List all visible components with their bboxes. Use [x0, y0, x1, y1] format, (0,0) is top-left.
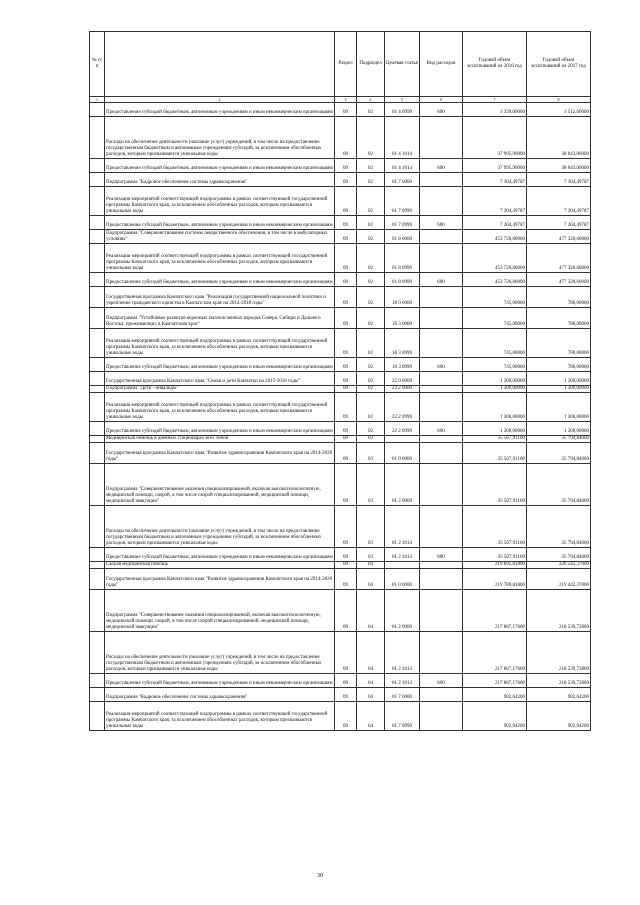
cell-2017: 220 542,37000: [527, 562, 591, 569]
table-row: [90, 117, 591, 159]
cell-name: Подпрограмма "Дети - инвалиды": [105, 386, 335, 393]
table-row: [90, 372, 591, 386]
cell-subsection: 02: [357, 103, 385, 117]
cell-exptype: [420, 590, 463, 632]
cell-exptype: [420, 372, 463, 386]
cell-num: [90, 422, 105, 436]
table-row: [90, 674, 591, 688]
table-row: [90, 159, 591, 173]
cell-section: 09: [335, 230, 357, 244]
cell-name: Предоставление субсидий бюджетным, автономным учреждениям и иным некоммерческим организациям: [105, 273, 335, 287]
cell-2016: 35 567,91100: [463, 443, 527, 464]
cell-target: 22 2 0000: [385, 386, 420, 393]
cell-2016: 453 726,80000: [463, 230, 527, 244]
cell-exptype: [420, 173, 463, 187]
cell-subsection: 04: [357, 590, 385, 632]
cell-target: 01 4 1014: [385, 159, 420, 173]
cell-2017: 218 539,72800: [527, 674, 591, 688]
cell-subsection: 02: [357, 308, 385, 329]
table-body: [90, 103, 591, 731]
cell-section: 09: [335, 308, 357, 329]
cell-name: Подпрограмма "Кадровое обеспечение системы здравоохранения": [105, 688, 335, 702]
cell-exptype: [420, 230, 463, 244]
cell-exptype: [420, 464, 463, 506]
cell-section: 09: [335, 329, 357, 358]
cell-subsection: 03: [357, 436, 385, 443]
cell-exptype: [420, 569, 463, 590]
cell-exptype: 600: [420, 216, 463, 230]
cell-2016: 7 304,49787: [463, 187, 527, 216]
cell-target: 18 3 0999: [385, 329, 420, 358]
index-cell: 5: [385, 97, 420, 103]
cell-num: [90, 273, 105, 287]
cell-subsection: 03: [357, 506, 385, 548]
cell-target: 01 0 0000: [385, 443, 420, 464]
cell-target: 01 8 0999: [385, 244, 420, 273]
table-row: [90, 244, 591, 273]
cell-target: 22 2 0999: [385, 422, 420, 436]
cell-2016: 902,64200: [463, 688, 527, 702]
header-num: № п/п: [90, 32, 105, 97]
cell-2016: 217 887,17600: [463, 674, 527, 688]
cell-name: Реализация мероприятий соответствующей подпрограммы в рамках соответствующей государственной программы Камчатского края, за исключением обособленных расходов, которым присваиваются уникальные коды: [105, 329, 335, 358]
cell-2017: 218 539,72800: [527, 632, 591, 674]
cell-exptype: [420, 117, 463, 159]
cell-exptype: [420, 443, 463, 464]
cell-section: 09: [335, 103, 357, 117]
cell-name: Предоставление субсидий бюджетным, автономным учреждениям и иным некоммерческим организациям: [105, 674, 335, 688]
header-target: Целевая статья: [385, 32, 420, 97]
cell-section: 09: [335, 287, 357, 308]
cell-num: [90, 308, 105, 329]
table-row: [90, 569, 591, 590]
cell-section: 09: [335, 159, 357, 173]
cell-2016: 35 567,91100: [463, 464, 527, 506]
cell-target: 22 2 0999: [385, 393, 420, 422]
cell-target: 01 0 0000: [385, 569, 420, 590]
cell-target: 01 2 1014: [385, 548, 420, 562]
cell-target: 18 0 0000: [385, 287, 420, 308]
index-cell: 7: [463, 97, 527, 103]
cell-name: Реализация мероприятий соответствующей подпрограммы в рамках соответствующей государственной программы Камчатского края, за исключением обособленных расходов, которым присваиваются уникальные коды: [105, 702, 335, 731]
cell-name: Предоставление субсидий бюджетным, автономным учреждениям и иным некоммерческим организациям: [105, 103, 335, 117]
cell-num: [90, 244, 105, 273]
table-row: [90, 422, 591, 436]
cell-2016: 1 300,00000: [463, 386, 527, 393]
cell-exptype: 600: [420, 674, 463, 688]
cell-num: [90, 562, 105, 569]
cell-num: [90, 464, 105, 506]
cell-exptype: [420, 702, 463, 731]
cell-2017: 1 300,00000: [527, 372, 591, 386]
cell-2017: 1 300,00000: [527, 386, 591, 393]
cell-section: 09: [335, 372, 357, 386]
cell-name: Предоставление субсидий бюджетным, автономным учреждениям и иным некоммерческим организациям: [105, 159, 335, 173]
cell-num: [90, 287, 105, 308]
cell-num: [90, 329, 105, 358]
cell-2017: 477 320,60000: [527, 273, 591, 287]
table-row: [90, 230, 591, 244]
cell-target: 01 7 0000: [385, 173, 420, 187]
cell-name: Предоставление субсидий бюджетным, автономным учреждениям и иным некоммерческим организациям: [105, 422, 335, 436]
cell-subsection: 02: [357, 329, 385, 358]
table-row: [90, 187, 591, 216]
cell-name: Предоставление субсидий бюджетным, автономным учреждениям и иным некоммерческим организациям: [105, 358, 335, 372]
cell-2017: 780,00000: [527, 287, 591, 308]
cell-num: [90, 159, 105, 173]
cell-exptype: 600: [420, 358, 463, 372]
cell-target: 01 7 0999: [385, 187, 420, 216]
cell-2017: 3 512,60000: [527, 103, 591, 117]
cell-num: [90, 569, 105, 590]
cell-subsection: 02: [357, 187, 385, 216]
cell-subsection: 02: [357, 393, 385, 422]
cell-name: Государственная программа Камчатского края "Семья и дети Камчатки на 2015-2018 годы": [105, 372, 335, 386]
cell-exptype: [420, 244, 463, 273]
cell-name: Подпрограмма "Совершенствование оказания специализированной, включая высокотехнологичную, медицинской помощи, скорой, в том числе скорой специализированной, медицинской помощи, медицинской эвакуации": [105, 590, 335, 632]
cell-name: Предоставление субсидий бюджетным, автономным учреждениям и иным некоммерческим организациям: [105, 216, 335, 230]
table-row: [90, 506, 591, 548]
cell-2017: 1 300,00000: [527, 393, 591, 422]
table-row: [90, 358, 591, 372]
cell-name: Расходы на обеспечение деятельности (оказание услуг) учреждений, в том числе на предоставление государственным бюджетным и автономным учреждениям субсидий, за исключением обособленных расходов, которым присваиваются уникальные коды: [105, 506, 335, 548]
cell-exptype: 600: [420, 548, 463, 562]
table-row: [90, 273, 591, 287]
cell-section: 09: [335, 393, 357, 422]
cell-num: [90, 393, 105, 422]
cell-section: 09: [335, 569, 357, 590]
cell-exptype: [420, 688, 463, 702]
table-row: [90, 702, 591, 731]
cell-target: 01 7 0999: [385, 702, 420, 731]
cell-num: [90, 590, 105, 632]
cell-section: 09: [335, 548, 357, 562]
cell-name: Подпрограмма "Совершенствование системы лекарственного обеспечения, в том числе в амбулаторных условиях": [105, 230, 335, 244]
cell-2016: 453 726,80000: [463, 244, 527, 273]
cell-2017: 7 304,49787: [527, 216, 591, 230]
cell-name: Государственная программа Камчатского края "Реализация государственной национальной политики и укрепление гражданского единства в Камчатском крае на 2014-2018 годы": [105, 287, 335, 308]
table-row: [90, 103, 591, 117]
cell-section: 09: [335, 273, 357, 287]
cell-exptype: [420, 436, 463, 443]
header-2017: Годовой объем ассигнований на 2017 год: [527, 32, 591, 97]
cell-name: Государственная программа Камчатского края "Развитие здравоохранения Камчатского края на 2014-2020 годы": [105, 569, 335, 590]
cell-2017: 38 043,06000: [527, 117, 591, 159]
table-row: [90, 548, 591, 562]
cell-subsection: 03: [357, 548, 385, 562]
cell-section: 09: [335, 506, 357, 548]
cell-2016: 745,00000: [463, 287, 527, 308]
cell-subsection: 02: [357, 216, 385, 230]
cell-target: 01 2 0000: [385, 464, 420, 506]
cell-num: [90, 230, 105, 244]
cell-target: 01 4 1014: [385, 117, 420, 159]
cell-2016: 453 726,80000: [463, 273, 527, 287]
cell-exptype: 600: [420, 159, 463, 173]
cell-2016: 217 887,17600: [463, 590, 527, 632]
cell-subsection: 02: [357, 372, 385, 386]
cell-target: 01 8 0000: [385, 230, 420, 244]
cell-target: [385, 436, 420, 443]
cell-2017: 35 794,84000: [527, 548, 591, 562]
cell-2016: 7 304,49787: [463, 216, 527, 230]
cell-name: Скорая медицинская помощь: [105, 562, 335, 569]
cell-exptype: [420, 632, 463, 674]
table-row: [90, 562, 591, 569]
cell-2016: 35 567,91100: [463, 436, 527, 443]
index-cell: 2: [105, 97, 335, 103]
cell-2017: 219 442,37000: [527, 569, 591, 590]
cell-subsection: 04: [357, 569, 385, 590]
cell-subsection: 02: [357, 117, 385, 159]
cell-target: 01 2 1014: [385, 632, 420, 674]
cell-exptype: 600: [420, 422, 463, 436]
cell-subsection: 02: [357, 230, 385, 244]
table-row: [90, 216, 591, 230]
cell-section: 09: [335, 562, 357, 569]
cell-2016: 1 300,00000: [463, 393, 527, 422]
cell-exptype: [420, 287, 463, 308]
cell-section: 09: [335, 436, 357, 443]
cell-section: 09: [335, 590, 357, 632]
cell-target: 22 0 0000: [385, 372, 420, 386]
cell-exptype: [420, 329, 463, 358]
cell-2016: 3 339,00000: [463, 103, 527, 117]
cell-section: 09: [335, 244, 357, 273]
page-number: 30: [317, 873, 323, 879]
cell-num: [90, 187, 105, 216]
header-2016: Годовой объем ассигнований на 2016 год: [463, 32, 527, 97]
cell-subsection: 03: [357, 464, 385, 506]
cell-2016: 217 887,17600: [463, 632, 527, 674]
cell-subsection: 02: [357, 244, 385, 273]
cell-2017: 780,00000: [527, 358, 591, 372]
table-row: [90, 632, 591, 674]
cell-section: 09: [335, 422, 357, 436]
cell-exptype: [420, 393, 463, 422]
cell-subsection: 02: [357, 173, 385, 187]
cell-target: 01 7 0000: [385, 688, 420, 702]
cell-num: [90, 216, 105, 230]
cell-section: 09: [335, 688, 357, 702]
header-section: Раздел: [335, 32, 357, 97]
cell-target: 01 2 1014: [385, 506, 420, 548]
index-cell: 3: [335, 97, 357, 103]
cell-2017: 35 794,84000: [527, 464, 591, 506]
index-cell: 4: [357, 97, 385, 103]
cell-subsection: 03: [357, 443, 385, 464]
cell-target: 18 3 0999: [385, 358, 420, 372]
cell-name: Подпрограмма "Кадровое обеспечение системы здравоохранения": [105, 173, 335, 187]
index-cell: 8: [527, 97, 591, 103]
header-row: [90, 32, 591, 97]
cell-section: 09: [335, 187, 357, 216]
cell-section: 09: [335, 443, 357, 464]
cell-name: Реализация мероприятий соответствующей подпрограммы в рамках соответствующей государственной программы Камчатского края, за исключением обособленных расходов, которым присваиваются уникальные коды: [105, 187, 335, 216]
cell-subsection: 02: [357, 287, 385, 308]
cell-2016: 745,00000: [463, 358, 527, 372]
cell-target: 18 3 0000: [385, 308, 420, 329]
cell-2017: 35 794,84000: [527, 436, 591, 443]
cell-exptype: 600: [420, 273, 463, 287]
table-row: [90, 173, 591, 187]
cell-target: 01 8 0999: [385, 273, 420, 287]
cell-name: Медицинская помощь в дневных стационарах всех типов: [105, 436, 335, 443]
cell-name: Подпрограмма "Совершенствование оказания специализированной, включая высокотехнологичную, медицинской помощи, скорой, в том числе скорой специализированной, медицинской помощи, медицинской эвакуации": [105, 464, 335, 506]
cell-num: [90, 173, 105, 187]
cell-exptype: [420, 562, 463, 569]
cell-section: 09: [335, 632, 357, 674]
cell-target: 01 7 0999: [385, 216, 420, 230]
cell-2017: 7 304,49787: [527, 173, 591, 187]
cell-num: [90, 103, 105, 117]
cell-num: [90, 548, 105, 562]
cell-num: [90, 117, 105, 159]
table-row: [90, 287, 591, 308]
cell-2016: 745,00000: [463, 329, 527, 358]
cell-2017: 780,00000: [527, 329, 591, 358]
cell-2016: 37 995,90000: [463, 117, 527, 159]
cell-section: 09: [335, 117, 357, 159]
cell-exptype: 600: [420, 103, 463, 117]
table-row: [90, 688, 591, 702]
cell-2017: 902,64200: [527, 702, 591, 731]
cell-2016: 7 304,49787: [463, 173, 527, 187]
cell-2016: 1 300,00000: [463, 372, 527, 386]
cell-subsection: 02: [357, 386, 385, 393]
table-row: [90, 590, 591, 632]
cell-num: [90, 632, 105, 674]
cell-exptype: [420, 187, 463, 216]
cell-target: [385, 562, 420, 569]
cell-section: 09: [335, 674, 357, 688]
cell-num: [90, 358, 105, 372]
cell-section: 09: [335, 702, 357, 731]
cell-2017: 780,00000: [527, 308, 591, 329]
cell-2016: 902,64200: [463, 702, 527, 731]
cell-num: [90, 443, 105, 464]
cell-subsection: 02: [357, 422, 385, 436]
cell-num: [90, 702, 105, 731]
header-subsection: Подраздел: [357, 32, 385, 97]
cell-section: 09: [335, 464, 357, 506]
cell-num: [90, 688, 105, 702]
cell-section: 09: [335, 216, 357, 230]
cell-subsection: 04: [357, 562, 385, 569]
cell-name: Реализация мероприятий соответствующей подпрограммы в рамках соответствующей государственной программы Камчатского края, за исключением обособленных расходов, которым присваиваются уникальные коды: [105, 393, 335, 422]
table-row: [90, 436, 591, 443]
cell-subsection: 02: [357, 358, 385, 372]
cell-section: 09: [335, 358, 357, 372]
cell-num: [90, 674, 105, 688]
table-row: [90, 443, 591, 464]
table-row: [90, 386, 591, 393]
cell-2016: 219 895,81800: [463, 562, 527, 569]
cell-exptype: [420, 386, 463, 393]
cell-2017: 477 320,60000: [527, 244, 591, 273]
table-row: [90, 308, 591, 329]
cell-section: 09: [335, 386, 357, 393]
cell-exptype: [420, 308, 463, 329]
cell-subsection: 04: [357, 632, 385, 674]
cell-2016: 745,00000: [463, 308, 527, 329]
cell-2017: 218 539,72800: [527, 590, 591, 632]
cell-2017: 902,64200: [527, 688, 591, 702]
cell-name: Предоставление субсидий бюджетным, автономным учреждениям и иным некоммерческим организациям: [105, 548, 335, 562]
cell-target: 01 2 0000: [385, 590, 420, 632]
cell-2017: 7 304,49787: [527, 187, 591, 216]
cell-2017: 35 794,84000: [527, 443, 591, 464]
cell-num: [90, 506, 105, 548]
index-cell: 1: [90, 97, 105, 103]
cell-subsection: 04: [357, 702, 385, 731]
cell-num: [90, 372, 105, 386]
header-exptype: Вид расходов: [420, 32, 463, 97]
cell-subsection: 04: [357, 674, 385, 688]
cell-name: Государственная программа Камчатского края "Развитие здравоохранения Камчатского края на 2014-2020 годы": [105, 443, 335, 464]
cell-num: [90, 436, 105, 443]
cell-2016: 35 567,91100: [463, 548, 527, 562]
cell-exptype: [420, 506, 463, 548]
budget-table: [89, 31, 591, 731]
cell-name: Реализация мероприятий соответствующей подпрограммы в рамках соответствующей государственной программы Камчатского края, за исключением обособленных расходов, которым присваиваются уникальные коды: [105, 244, 335, 273]
cell-2016: 35 567,91100: [463, 506, 527, 548]
cell-name: Расходы на обеспечение деятельности (оказание услуг) учреждений, в том числе на предоставление государственным бюджетным и автономным учреждениям субсидий, за исключением обособленных расходов, которым присваиваются уникальные коды: [105, 117, 335, 159]
cell-2016: 219 789,81800: [463, 569, 527, 590]
cell-2017: 1 300,00000: [527, 422, 591, 436]
cell-target: 01 2 1014: [385, 674, 420, 688]
cell-target: 01 4 0999: [385, 103, 420, 117]
cell-name: Подпрограмма "Устойчивое развитие коренных малочисленных народов Севера, Сибири и Дальнего Востока, проживающих в Камчатском крае": [105, 308, 335, 329]
cell-2017: 477 320,60000: [527, 230, 591, 244]
table-row: [90, 329, 591, 358]
cell-2017: 35 794,84000: [527, 506, 591, 548]
table-row: [90, 464, 591, 506]
cell-2016: 1 300,00000: [463, 422, 527, 436]
cell-2016: 37 995,90000: [463, 159, 527, 173]
cell-subsection: 02: [357, 159, 385, 173]
cell-subsection: 04: [357, 688, 385, 702]
cell-2017: 38 043,06000: [527, 159, 591, 173]
header-name: [105, 32, 335, 97]
index-cell: 6: [420, 97, 463, 103]
cell-num: [90, 386, 105, 393]
cell-name: Расходы на обеспечение деятельности (оказание услуг) учреждений, в том числе на предоставление государственным бюджетным и автономным учреждениям субсидий, за исключением обособленных расходов, которым присваиваются уникальные коды: [105, 632, 335, 674]
cell-subsection: 02: [357, 273, 385, 287]
table-row: [90, 393, 591, 422]
cell-section: 09: [335, 173, 357, 187]
